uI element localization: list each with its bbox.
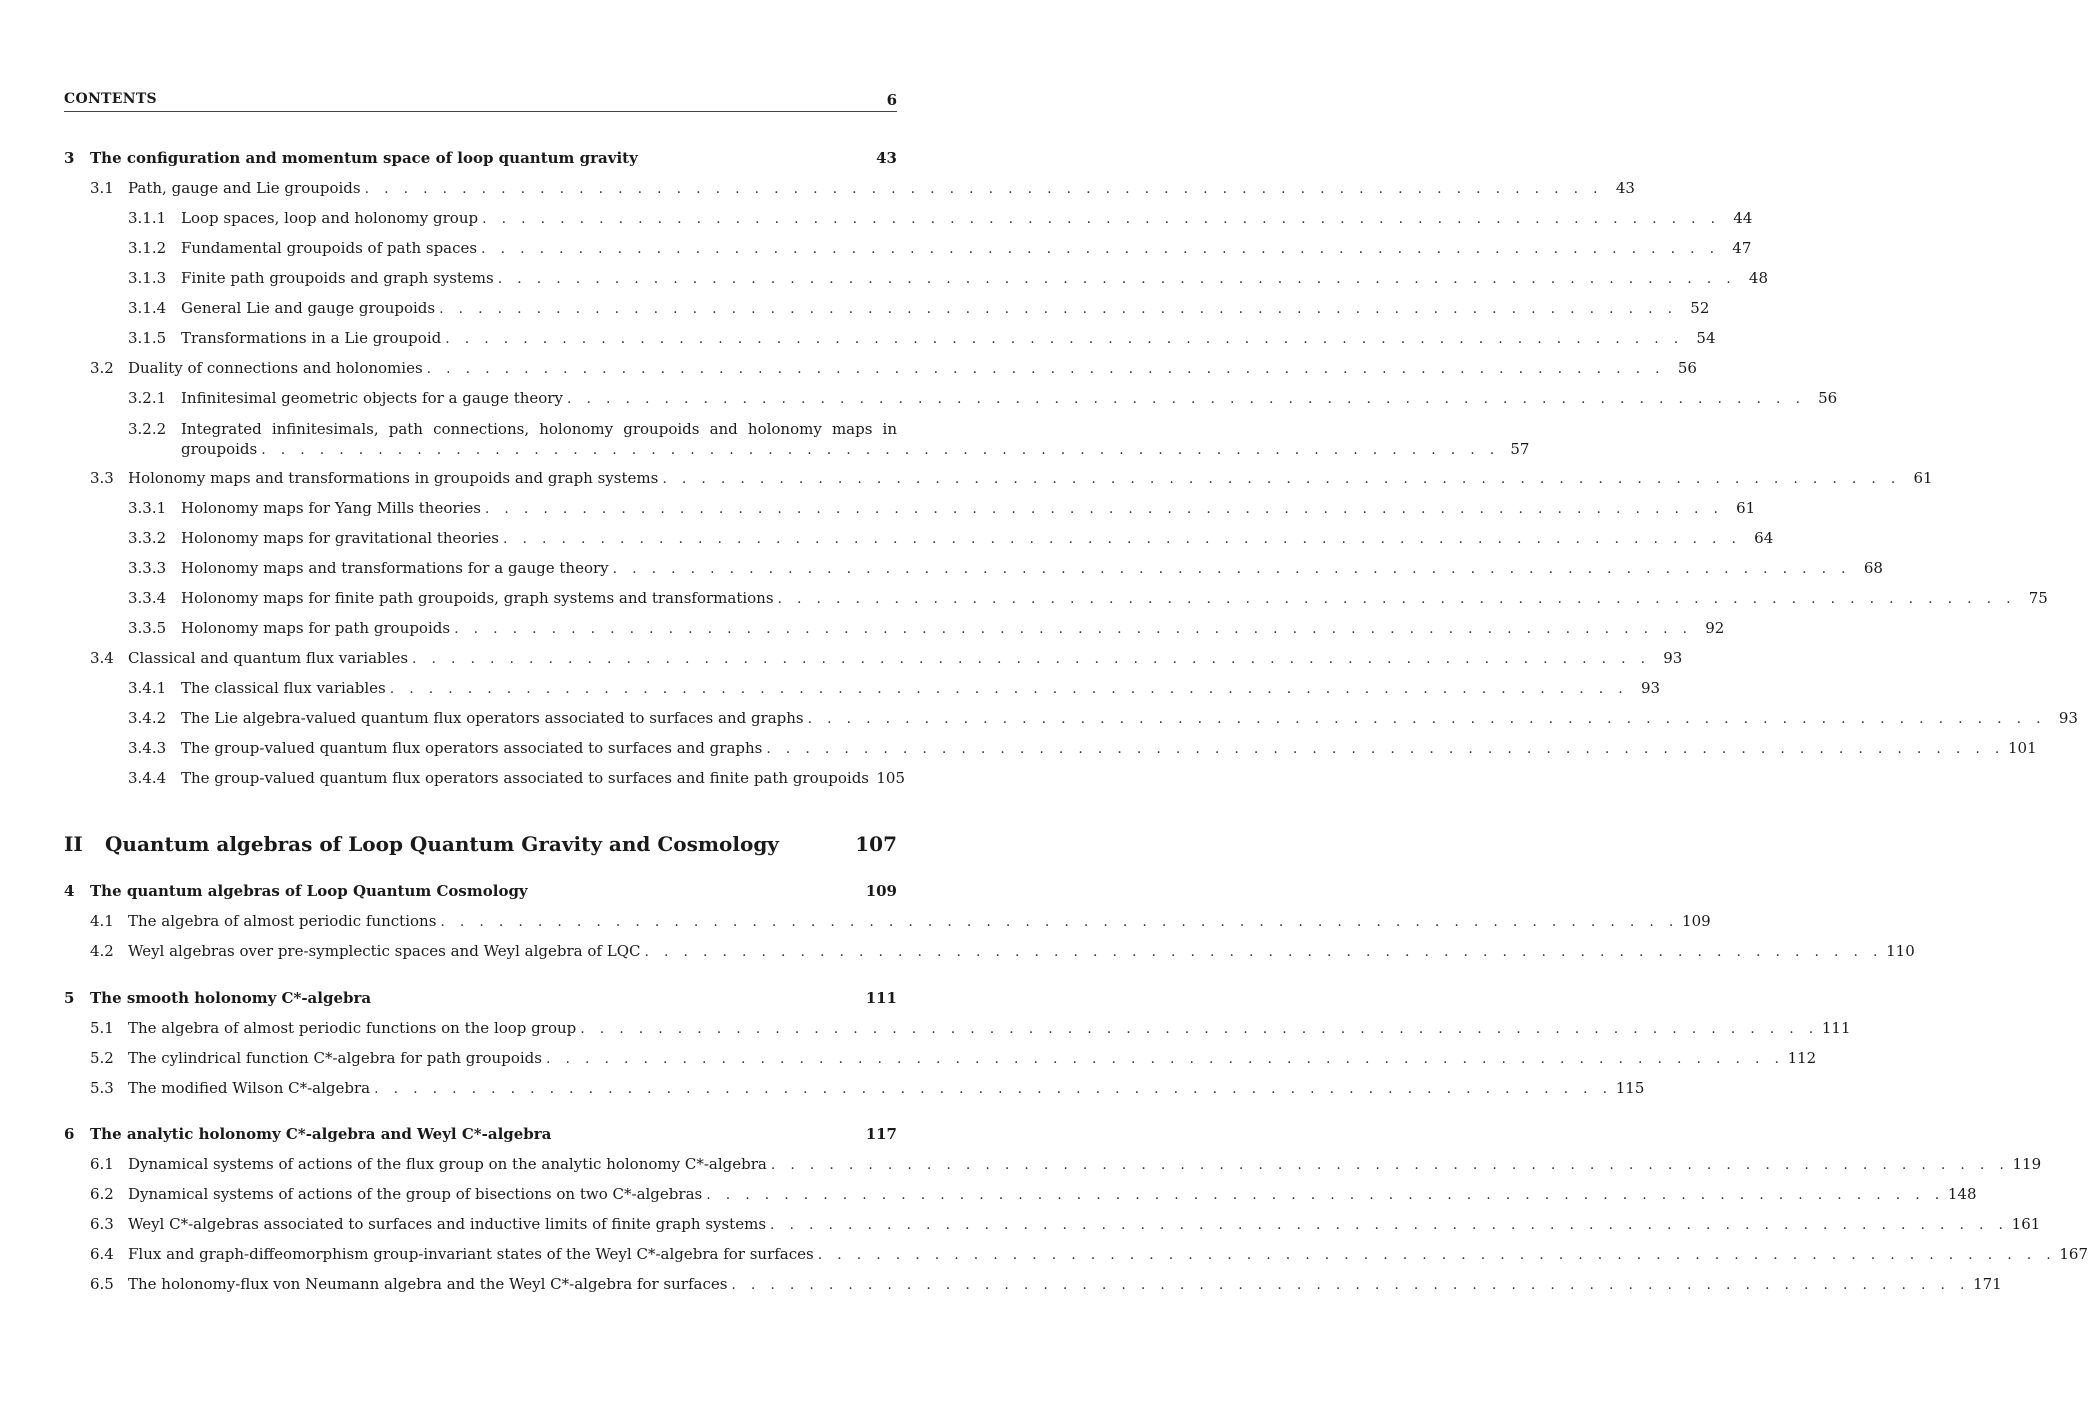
toc-section[interactable] bbox=[64, 940, 1915, 962]
toc-number: 4.1 bbox=[90, 912, 114, 930]
toc-page: 105 bbox=[873, 767, 905, 789]
header-title: CONTENTS bbox=[64, 91, 157, 107]
toc-chapter-4[interactable] bbox=[64, 880, 897, 902]
toc-subsection[interactable] bbox=[64, 207, 1753, 229]
toc-title: The cylindrical function C*-algebra for path groupoids bbox=[128, 1047, 546, 1069]
toc-subsection[interactable] bbox=[64, 327, 1716, 349]
toc-number: 3.4.1 bbox=[128, 679, 167, 697]
toc-section[interactable] bbox=[64, 177, 1635, 199]
toc-subsection[interactable] bbox=[64, 267, 1768, 289]
toc-title: Dynamical systems of actions of the group of bisections on two C*-algebras bbox=[128, 1183, 706, 1205]
toc-number: 3.3 bbox=[90, 469, 114, 487]
toc-subsection-wrapped[interactable] bbox=[128, 419, 1530, 460]
toc-title-line-1: Integrated infinitesimals, path connections, holonomy groupoids and holonomy maps in bbox=[181, 420, 897, 438]
toc-number: 3.1 bbox=[90, 179, 114, 197]
toc-title: The Lie algebra-valued quantum flux operators associated to surfaces and graphs bbox=[181, 707, 808, 729]
toc-page: 43 bbox=[865, 147, 897, 169]
toc-subsection[interactable] bbox=[64, 767, 906, 789]
toc-title: Weyl C*-algebras associated to surfaces and inductive limits of finite graph systems bbox=[128, 1213, 770, 1235]
toc-number: 6.3 bbox=[90, 1215, 114, 1233]
leader-dots: . . . . . . . . . . . . . . . . . . . . . . . . . . . . . . . . . . . . . . . . . . . . . . . . . . . . . . . . . . . . . . . . bbox=[374, 1081, 1613, 1097]
toc-title: Holonomy maps and transformations in groupoids and graph systems bbox=[128, 467, 662, 489]
toc-page: 110 bbox=[1883, 940, 1915, 962]
toc-page: 48 bbox=[1736, 267, 1768, 289]
leader-dots: . . . . . . . . . . . . . . . . . . . . . . . . . . . . . . . . . . . . . . . . . . . . . . . . . . . . . . . . . . . . . . . . bbox=[807, 711, 2046, 727]
toc-page: 75 bbox=[2016, 587, 2048, 609]
toc-title: The group-valued quantum flux operators associated to surfaces and finite path groupoids bbox=[181, 767, 873, 789]
toc-page: 93 bbox=[2046, 707, 2078, 729]
leader-dots: . . . . . . . . . . . . . . . . . . . . . . . . . . . . . . . . . . . . . . . . . . . . . . . . . . . . . . . . . . . . . . . . bbox=[412, 651, 1651, 667]
toc-title: Transformations in a Lie groupoid bbox=[181, 327, 445, 349]
toc-title: Holonomy maps and transformations for a gauge theory bbox=[181, 557, 613, 579]
toc-number: 3.1.1 bbox=[128, 209, 167, 227]
leader-dots: . . . . . . . . . . . . . . . . . . . . . . . . . . . . . . . . . . . . . . . . . . . . . . . . . . . . . . . . . . . . . . . . bbox=[580, 1021, 1819, 1037]
toc-number: 6 bbox=[64, 1125, 75, 1143]
leader-dots: . . . . . . . . . . . . . . . . . . . . . . . . . . . . . . . . . . . . . . . . . . . . . . . . . . . . . . . . . . . . . . . . bbox=[770, 1217, 2009, 1233]
toc-page: 61 bbox=[1901, 467, 1933, 489]
toc-title: Infinitesimal geometric objects for a gauge theory bbox=[181, 387, 567, 409]
toc-page: 54 bbox=[1684, 327, 1716, 349]
toc-number: 4 bbox=[64, 882, 75, 900]
toc-number: 5.2 bbox=[90, 1049, 114, 1067]
toc-number: 6.2 bbox=[90, 1185, 114, 1203]
toc-page: 64 bbox=[1741, 527, 1773, 549]
toc-title: Weyl algebras over pre-symplectic spaces and Weyl algebra of LQC bbox=[128, 940, 644, 962]
toc-page: 93 bbox=[1650, 647, 1682, 669]
toc-section[interactable] bbox=[64, 910, 1711, 932]
toc-page: 111 bbox=[1819, 1017, 1851, 1039]
toc-subsection[interactable] bbox=[64, 297, 1710, 319]
leader-dots: . . . . . . . . . . . . . . . . . . . . . . . . . . . . . . . . . . . . . . . . . . . . . . . . . . . . . . . . . . . . . . . . bbox=[612, 561, 1851, 577]
toc-title: Holonomy maps for path groupoids bbox=[181, 617, 454, 639]
toc-subsection[interactable] bbox=[64, 527, 1774, 549]
toc-title: The quantum algebras of Loop Quantum Cosmology bbox=[90, 880, 532, 902]
toc-subsection[interactable] bbox=[64, 587, 2048, 609]
toc-number: 3.1.3 bbox=[128, 269, 167, 287]
toc-number: 3.2.1 bbox=[128, 389, 167, 407]
toc-number: 3.1.5 bbox=[128, 329, 167, 347]
toc-section[interactable] bbox=[64, 1243, 2088, 1265]
toc-page: 111 bbox=[865, 989, 897, 1007]
leader-dots: . . . . . . . . . . . . . . . . . . . . . . . . . . . . . . . . . . . . . . . . . . . . . . . . . . . . . . . . . . . . . . . . bbox=[426, 361, 1665, 377]
leader-dots: . . . . . . . . . . . . . . . . . . . . . . . . . . . . . . . . . . . . . . . . . . . . . . . . . . . . . . . . . . . . . . . . bbox=[644, 944, 1883, 960]
toc-title: The holonomy-flux von Neumann algebra and the Weyl C*-algebra for surfaces bbox=[128, 1273, 731, 1295]
toc-page: 56 bbox=[1805, 387, 1837, 409]
leader-dots: . . . . . . . . . . . . . . . . . . . . . . . . . . . . . . . . . . . . . . . . . . . . . . . . . . . . . . . . . . . . . . . . bbox=[817, 1247, 2057, 1263]
leader-dots: . . . . . . . . . . . . . . . . . . . . . . . . . . . . . . . . . . . . . . . . . . . . . . . . . . . . . . . . . . . . . . . . bbox=[706, 1187, 1945, 1203]
toc-section[interactable] bbox=[64, 1047, 1817, 1069]
toc-page: 47 bbox=[1719, 237, 1751, 259]
toc-title: Flux and graph-diffeomorphism group-invariant states of the Weyl C*-algebra for surfaces bbox=[128, 1243, 818, 1265]
leader-dots: . . . . . . . . . . . . . . . . . . . . . . . . . . . . . . . . . . . . . . . . . . . . . . . . . . . . . . . . . . . . . . . . bbox=[777, 591, 2016, 607]
toc-title: Classical and quantum flux variables bbox=[128, 647, 412, 669]
toc-number: 3 bbox=[64, 149, 75, 167]
toc-number: 3.3.2 bbox=[128, 529, 167, 547]
toc-title: Duality of connections and holonomies bbox=[128, 357, 427, 379]
toc-number: 3.3.4 bbox=[128, 589, 167, 607]
toc-page: 57 bbox=[1510, 440, 1530, 458]
leader-dots: . . . . . . . . . . . . . . . . . . . . . . . . . . . . . . . . . . . . . . . . . . . . . . . . . . . . . . . . . . . . . . . . bbox=[502, 531, 1742, 547]
toc-title: The smooth holonomy C*-algebra bbox=[90, 987, 375, 1009]
toc-section[interactable] bbox=[64, 1273, 2002, 1295]
toc-number: 5 bbox=[64, 989, 75, 1007]
toc-page: 107 bbox=[853, 829, 897, 859]
toc-page: 171 bbox=[1970, 1273, 2002, 1295]
running-header bbox=[64, 91, 897, 112]
toc-number: 3.1.4 bbox=[128, 299, 167, 317]
toc-page: 52 bbox=[1677, 297, 1709, 319]
leader-dots: . . . . . . . . . . . . . . . . . . . . . . . . . . . . . . . . . . . . . . . . . . . . . . . . . . . . . . . . . . . . . . . . bbox=[497, 271, 1736, 287]
toc-section[interactable] bbox=[64, 1153, 2042, 1175]
toc-number: 3.4.4 bbox=[128, 769, 167, 787]
toc-number: 6.5 bbox=[90, 1275, 114, 1293]
toc-page: 119 bbox=[2009, 1153, 2041, 1175]
toc-number: 3.4.2 bbox=[128, 709, 167, 727]
toc-section[interactable] bbox=[64, 357, 1697, 379]
toc-title: The modified Wilson C*-algebra bbox=[128, 1077, 374, 1099]
toc-section[interactable] bbox=[64, 1017, 1851, 1039]
leader-dots: . . . . . . . . . . . . . . . . . . . . . . . . . . . . . . . . . . . . . . . . . . . . . . . . . . . . . . . . . . . . . . . . bbox=[482, 211, 1721, 227]
toc-title: The algebra of almost periodic functions bbox=[128, 910, 440, 932]
toc-page: 93 bbox=[1628, 677, 1660, 699]
toc-number: 4.2 bbox=[90, 942, 114, 960]
toc-title: Holonomy maps for finite path groupoids, graph systems and transformations bbox=[181, 587, 778, 609]
toc-page: 43 bbox=[1603, 177, 1635, 199]
leader-dots: . . . . . . . . . . . . . . . . . . . . . . . . . . . . . . . . . . . . . . . . . . . . . . . . . . . . . . . . . . . . . . . . bbox=[364, 181, 1603, 197]
toc-number: 3.2.2 bbox=[128, 420, 167, 438]
toc-subsection[interactable] bbox=[64, 237, 1752, 259]
leader-dots: . . . . . . . . . . . . . . . . . . . . . . . . . . . . . . . . . . . . . . . . . . . . . . . . . . . . . . . . . . . . . . . . bbox=[445, 331, 1684, 347]
toc-title: The algebra of almost periodic functions on the loop group bbox=[128, 1017, 580, 1039]
toc-number: 3.3.1 bbox=[128, 499, 167, 517]
toc-page: 109 bbox=[1679, 910, 1711, 932]
toc-title: The analytic holonomy C*-algebra and Weyl C*-algebra bbox=[90, 1123, 555, 1145]
toc-page: 92 bbox=[1692, 617, 1724, 639]
toc-chapter-3[interactable] bbox=[64, 147, 897, 169]
toc-page: 44 bbox=[1720, 207, 1752, 229]
toc-chapter-5[interactable] bbox=[64, 987, 897, 1009]
toc-number: 3.4 bbox=[90, 649, 114, 667]
toc-number: 5.3 bbox=[90, 1079, 114, 1097]
toc-section[interactable] bbox=[64, 1183, 1977, 1205]
toc-page: 61 bbox=[1723, 497, 1755, 519]
leader-dots: . . . . . . . . . . . . . . . . . . . . . . . . . . . . . . . . . . . . . . . . . . . . . . . . . . . . . . . . . . . . . . . . bbox=[439, 301, 1678, 317]
toc-number: 3.4.3 bbox=[128, 739, 167, 757]
toc-subsection[interactable] bbox=[64, 707, 2078, 729]
toc-title: Quantum algebras of Loop Quantum Gravity and Cosmology bbox=[105, 829, 783, 859]
toc-title-line-2: groupoids bbox=[181, 439, 261, 459]
toc-title: The classical flux variables bbox=[181, 677, 390, 699]
toc-title: Holonomy maps for gravitational theories bbox=[181, 527, 503, 549]
toc-title: General Lie and gauge groupoids bbox=[181, 297, 439, 319]
toc-subsection[interactable] bbox=[64, 677, 1661, 699]
toc-section[interactable] bbox=[64, 1077, 1645, 1099]
toc-title: Dynamical systems of actions of the flux group on the analytic holonomy C*-algebra bbox=[128, 1153, 771, 1175]
toc-section[interactable] bbox=[64, 647, 1683, 669]
leader-dots: . . . . . . . . . . . . . . . . . . . . . . . . . . . . . . . . . . . . . . . . . . . . . . . . . . . . . . . . . . . . . . . . bbox=[731, 1277, 1970, 1293]
toc-section[interactable] bbox=[64, 467, 1933, 489]
leader-dots: . . . . . . . . . . . . . . . . . . . . . . . . . . . . . . . . . . . . . . . . . . . . . . . . . . . . . . . . . . . . . . . . bbox=[766, 741, 2005, 757]
toc-chapter-6[interactable] bbox=[64, 1123, 897, 1145]
toc-page: 161 bbox=[2008, 1213, 2040, 1235]
leader-dots: . . . . . . . . . . . . . . . . . . . . . . . . . . . . . . . . . . . . . . . . . . . . . . . . . . . . . . . . . . . . . . . . bbox=[662, 471, 1901, 487]
toc-page: 101 bbox=[2005, 737, 2037, 759]
toc-subsection[interactable] bbox=[64, 617, 1725, 639]
toc-page: 112 bbox=[1784, 1047, 1816, 1069]
leader-dots: . . . . . . . . . . . . . . . . . . . . . . . . . . . . . . . . . . . . . . . . . . . . . . . . . . . . . . . . . . . . . . . . bbox=[566, 391, 1806, 407]
toc-subsection[interactable] bbox=[64, 387, 1838, 409]
toc-page bbox=[64, 0, 2088, 1414]
toc-number: 6.1 bbox=[90, 1155, 114, 1173]
toc-title: Fundamental groupoids of path spaces bbox=[181, 237, 481, 259]
toc-number: 3.3.5 bbox=[128, 619, 167, 637]
leader-dots: . . . . . . . . . . . . . . . . . . . . . . . . . . . . . . . . . . . . . . . . . . . . . . . . . . . . . . . . . . . . . . . . bbox=[545, 1051, 1785, 1067]
toc-number: 3.2 bbox=[90, 359, 114, 377]
toc-page: 148 bbox=[1945, 1183, 1977, 1205]
leader-dots: . . . . . . . . . . . . . . . . . . . . . . . . . . . . . . . . . . . . . . . . . . . . . . . . . . . . . . . . . . . . . . . . bbox=[481, 241, 1720, 257]
toc-section[interactable] bbox=[64, 1213, 2041, 1235]
toc-title: Finite path groupoids and graph systems bbox=[181, 267, 498, 289]
toc-title: Holonomy maps for Yang Mills theories bbox=[181, 497, 485, 519]
toc-number: 6.4 bbox=[90, 1245, 114, 1263]
toc-page: 68 bbox=[1851, 557, 1883, 579]
toc-title: The group-valued quantum flux operators associated to surfaces and graphs bbox=[181, 737, 766, 759]
toc-subsection[interactable] bbox=[64, 557, 1883, 579]
toc-title: Loop spaces, loop and holonomy group bbox=[181, 207, 482, 229]
leader-dots: . . . . . . . . . . . . . . . . . . . . . . . . . . . . . . . . . . . . . . . . . . . . . . . . . . . . . . . . . . . . . . . . bbox=[770, 1157, 2010, 1173]
toc-number: 3.3.3 bbox=[128, 559, 167, 577]
toc-number: 3.1.2 bbox=[128, 239, 167, 257]
toc-number: 5.1 bbox=[90, 1019, 114, 1037]
toc-subsection[interactable] bbox=[64, 737, 2037, 759]
leader-dots: . . . . . . . . . . . . . . . . . . . . . . . . . . . . . . . . . . . . . . . . . . . . . . . . . . . . . . . . . . . . . . . . bbox=[484, 501, 1724, 517]
header-page-number: 6 bbox=[886, 91, 897, 109]
leader-dots: . . . . . . . . . . . . . . . . . . . . . . . . . . . . . . . . . . . . . . . . . . . . . . . . . . . . . . . . . . . . . . . . bbox=[389, 681, 1629, 697]
toc-page: 167 bbox=[2056, 1243, 2088, 1265]
leader-dots: . . . . . . . . . . . . . . . . . . . . . . . . . . . . . . . . . . . . . . . . . . . . . . . . . . . . . . . . . . . . . . . . bbox=[440, 914, 1679, 930]
toc-page: 117 bbox=[865, 1125, 897, 1143]
toc-subsection[interactable] bbox=[64, 497, 1756, 519]
toc-page: 109 bbox=[865, 882, 897, 900]
toc-title: The configuration and momentum space of loop quantum gravity bbox=[90, 147, 642, 169]
toc-page: 115 bbox=[1612, 1077, 1644, 1099]
leader-dots: . . . . . . . . . . . . . . . . . . . . . . . . . . . . . . . . . . . . . . . . . . . . . . . . . . . . . . . . . . . . . . . . bbox=[261, 442, 1500, 458]
leader-dots: . . . . . . . . . . . . . . . . . . . . . . . . . . . . . . . . . . . . . . . . . . . . . . . . . . . . . . . . . . . . . . . . bbox=[454, 621, 1693, 637]
toc-number: II bbox=[64, 832, 83, 856]
toc-part-II[interactable] bbox=[64, 829, 897, 859]
toc-page: 56 bbox=[1665, 357, 1697, 379]
toc-title: Path, gauge and Lie groupoids bbox=[128, 177, 365, 199]
